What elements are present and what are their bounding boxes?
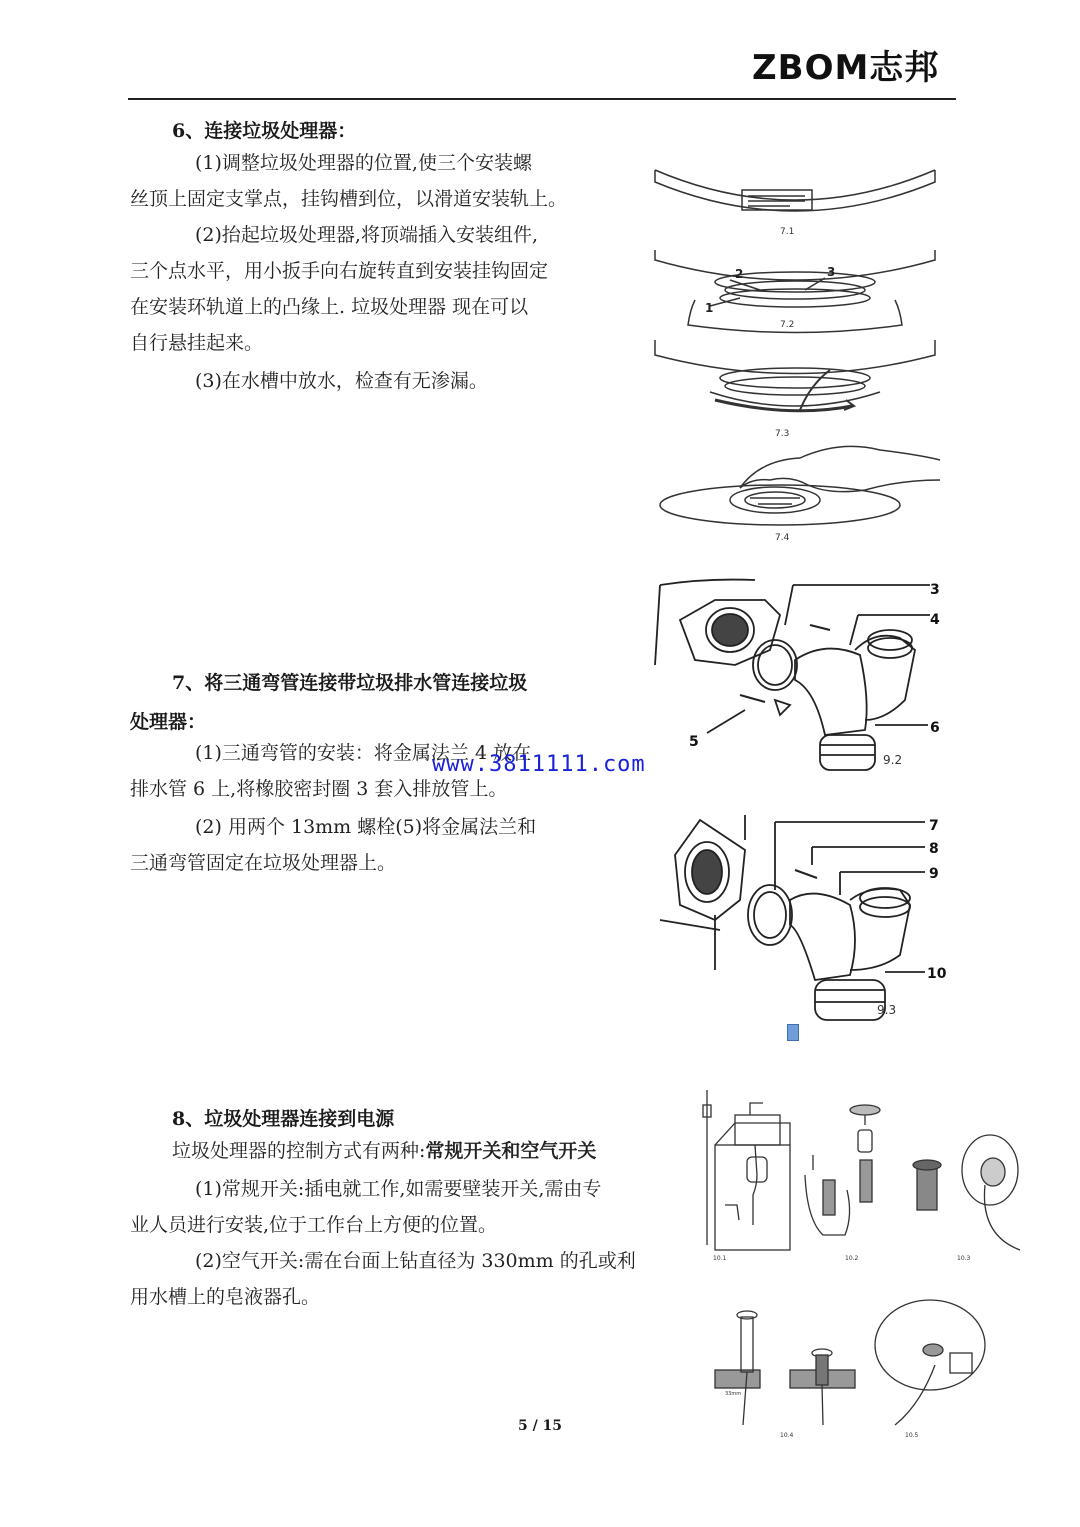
section-8-intro-bold: 常规开关和空气开关	[425, 1140, 597, 1162]
section-8-line-2: 业人员进行安装,位于工作台上方便的位置。	[130, 1214, 498, 1236]
fig-9-2-callout-4: 4	[930, 612, 940, 628]
section-7-line-2: 排水管 6 上,将橡胶密封圈 3 套入排放管上。	[130, 778, 508, 800]
section-7-line-3: (2) 用两个 13mm 螺栓(5)将金属法兰和	[195, 816, 537, 838]
section-6-line-5: 在安装环轨道上的凸缘上. 垃圾处理器 现在可以	[130, 296, 529, 318]
fig-7-2-callout-3: 3	[827, 265, 836, 279]
section-6-line-2: 丝顶上固定支掌点，挂钩槽到位，以滑道安装轨上。	[130, 188, 568, 210]
fig-9-2-callout-3: 3	[930, 582, 940, 598]
figure-9-2	[645, 570, 955, 790]
section-6-heading: 6、连接垃圾处理器：	[172, 120, 357, 142]
section-8-line-4: 用水槽上的皂液器孔。	[130, 1286, 321, 1308]
section-7-heading-2: 处理器：	[130, 711, 207, 733]
section-6-line-4: 三个点水平，用小扳手向右旋转直到安装挂钩固定	[130, 260, 549, 282]
fig-10-3-label: 10.3	[957, 1255, 971, 1262]
fig-7-4-label: 7.4	[775, 533, 790, 543]
fig-10-5-label: 10.5	[905, 1432, 919, 1439]
fig-7-2-callout-1: 1	[705, 301, 714, 315]
fig-9-3-callout-10: 10	[927, 966, 947, 982]
fig-10-2-label: 10.2	[845, 1255, 859, 1262]
fig-10-4-label: 10.4	[780, 1432, 794, 1439]
section-8-line-1: (1)常规开关:插电就工作,如需要壁装开关,需由专	[195, 1178, 602, 1200]
section-6-line-7: (3)在水槽中放水，检查有无渗漏。	[195, 370, 488, 392]
section-8-intro	[172, 1133, 596, 1169]
section-7-line-1: (1)三通弯管的安装：将金属法兰 4 放在	[195, 742, 532, 764]
section-7-line-4: 三通弯管固定在垃圾处理器上。	[130, 852, 397, 874]
watermark-url: www.3811111.com	[432, 752, 646, 777]
fig-9-3-callout-7: 7	[929, 818, 939, 834]
fig-10-1-label: 10.1	[713, 1255, 727, 1262]
figure-9-3	[645, 810, 955, 1040]
section-8-line-3: (2)空气开关:需在台面上钻直径为 330mm 的孔或利	[195, 1250, 636, 1272]
fig-10-4-dimension: 33mm	[725, 1391, 742, 1397]
section-8-intro-text: 垃圾处理器的控制方式有两种:	[172, 1140, 426, 1162]
fig-7-3-label: 7.3	[775, 429, 790, 439]
section-6-line-3: (2)抬起垃圾处理器,将顶端插入安装组件,	[195, 224, 538, 246]
brand-logo: ZBOM志邦	[752, 48, 940, 88]
section-8-heading: 8、垃圾处理器连接到电源	[172, 1108, 395, 1130]
fig-9-3-callout-9: 9	[929, 866, 939, 882]
blue-marker	[787, 1024, 799, 1041]
fig-9-3-label: 9.3	[877, 1003, 897, 1017]
page-number: 5 / 15	[517, 1418, 563, 1434]
fig-9-2-callout-5: 5	[689, 734, 699, 750]
section-6-line-1: (1)调整垃圾处理器的位置,使三个安装螺	[195, 152, 532, 174]
section-7-heading-1: 7、将三通弯管连接带垃圾排水管连接垃圾	[172, 672, 528, 694]
section-6-line-6: 自行悬挂起来。	[130, 332, 264, 354]
figure-7-illustrations	[640, 160, 950, 550]
header-rule	[128, 98, 956, 100]
fig-7-2-label: 7.2	[780, 320, 795, 330]
figure-10-illustrations	[695, 1085, 1025, 1445]
fig-9-3-callout-8: 8	[929, 841, 939, 857]
fig-9-2-callout-6: 6	[930, 720, 940, 736]
fig-7-1-label: 7.1	[780, 227, 795, 237]
fig-7-2-callout-2: 2	[735, 267, 744, 281]
fig-9-2-label: 9.2	[883, 753, 903, 767]
